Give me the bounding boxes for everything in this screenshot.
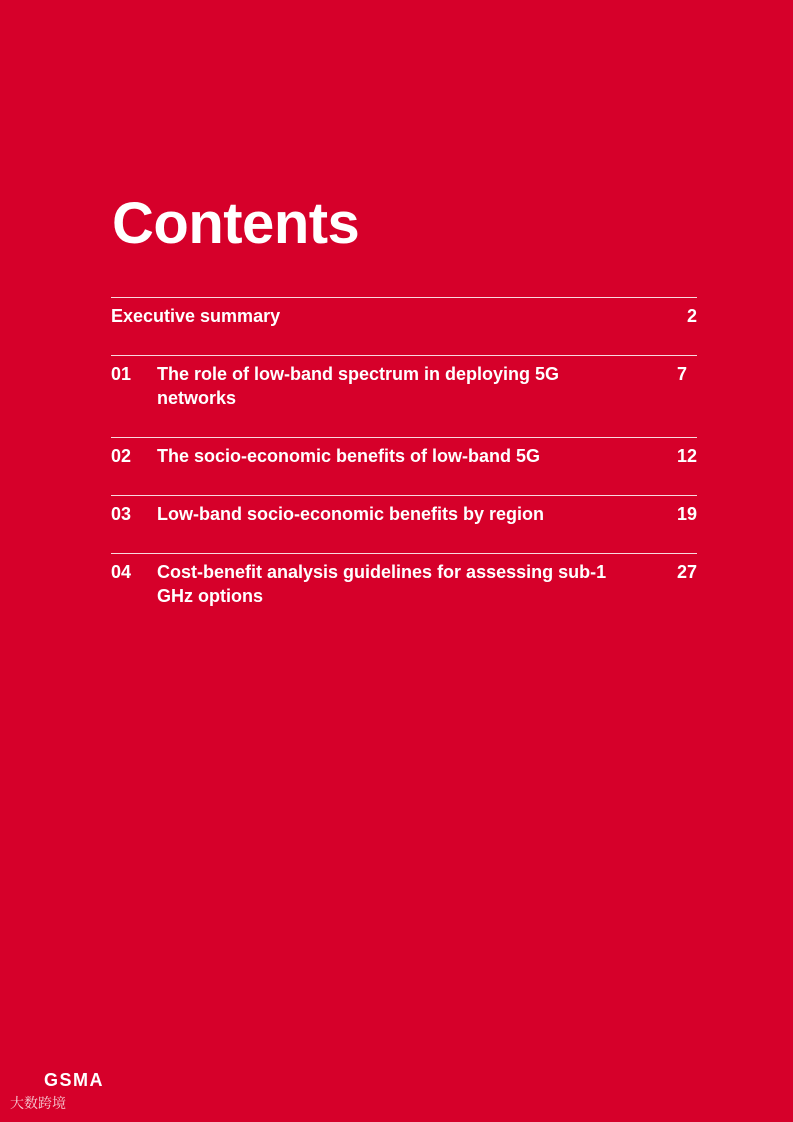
toc-entry-number: 02 xyxy=(111,446,132,466)
toc-entry-03[interactable] xyxy=(111,495,697,553)
toc-entry-page: 12 xyxy=(676,446,697,466)
toc-entry-01[interactable] xyxy=(111,355,697,437)
toc-entry-number: 04 xyxy=(111,562,132,582)
gsma-logo: GSMA xyxy=(44,1070,104,1090)
toc-entry-label: The socio-economic benefits of low-band 5G xyxy=(157,446,541,466)
toc-entry-page: 7 xyxy=(676,364,687,384)
toc-entry-02[interactable] xyxy=(111,437,697,495)
toc-entry-label: Low-band socio-economic benefits by region xyxy=(157,504,545,524)
toc-entry-label: The role of low-band spectrum in deploying 5G networks xyxy=(157,364,560,408)
toc-entry-executive-summary[interactable] xyxy=(111,297,697,355)
toc-entry-04[interactable] xyxy=(111,553,697,635)
watermark: 大数跨境 xyxy=(10,1095,66,1111)
table-of-contents xyxy=(111,297,697,635)
toc-entry-label: Cost-benefit analysis guidelines for assessing sub-1 GHz options xyxy=(157,562,607,606)
toc-entry-page: 19 xyxy=(676,504,697,524)
toc-entry-page: 27 xyxy=(676,562,697,582)
toc-entry-label: Executive summary xyxy=(111,306,281,326)
toc-entry-page: 2 xyxy=(686,306,697,326)
toc-entry-number: 03 xyxy=(111,504,132,524)
page-title: Contents xyxy=(112,191,360,256)
toc-entry-number: 01 xyxy=(111,364,132,384)
